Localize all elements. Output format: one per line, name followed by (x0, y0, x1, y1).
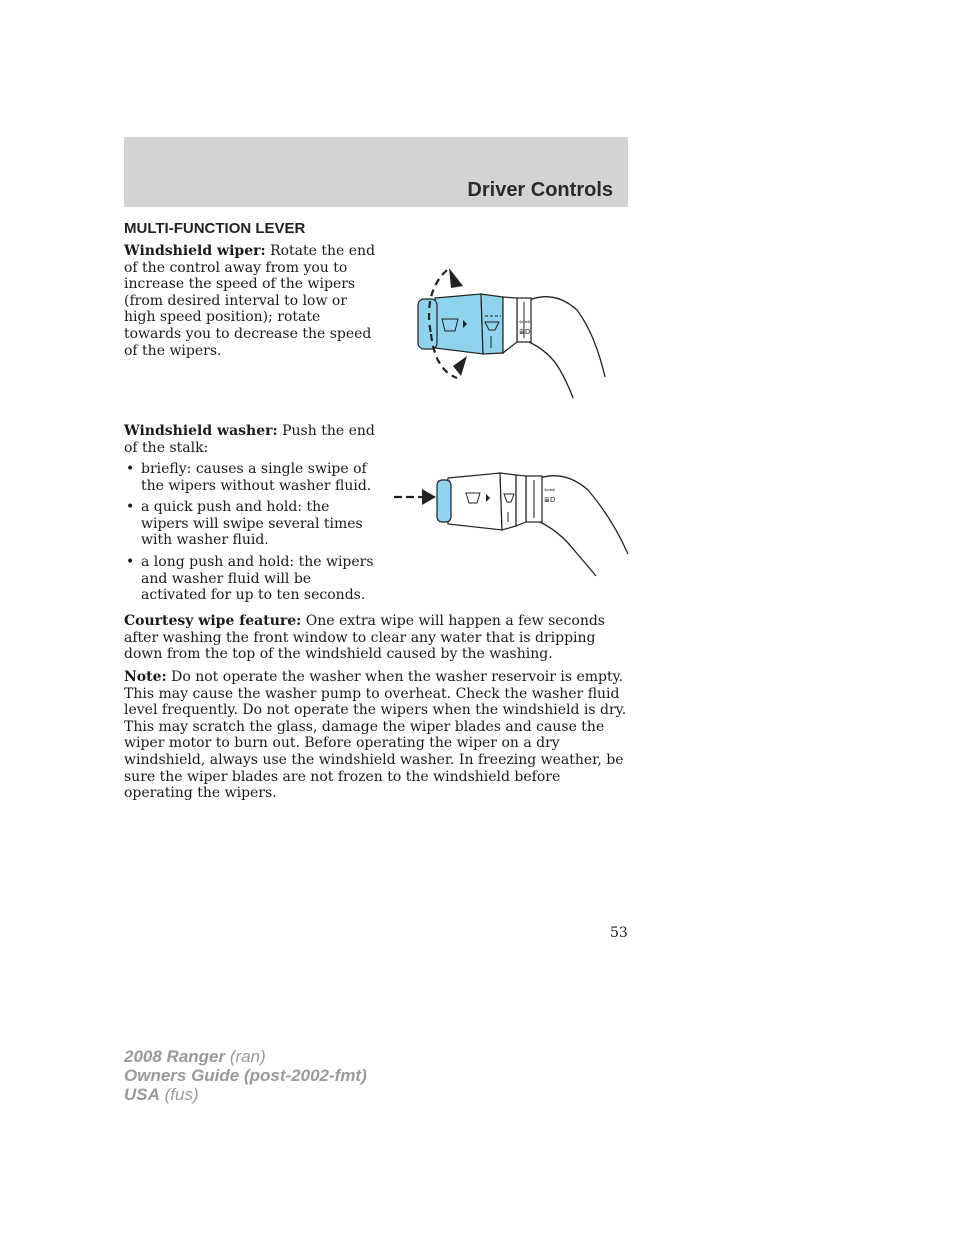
footer-line-1: 2008 Ranger (ran) (124, 1047, 266, 1066)
wiper-rotate-illustration (405, 262, 615, 402)
washer-text: Push the end of the stalk: (124, 423, 375, 456)
section-heading: MULTI-FUNCTION LEVER (124, 220, 306, 237)
washer-paragraph (124, 423, 380, 456)
wiper-label: Windshield wiper: (124, 243, 266, 259)
washer-bullet-list (124, 461, 380, 609)
note-paragraph (124, 669, 630, 802)
svg-text:≣D: ≣D (519, 328, 531, 336)
list-item: • a long push and hold: the wipers and washer fluid will be activated for up to ten seconds. (126, 553, 374, 604)
courtesy-paragraph (124, 613, 628, 663)
washer-label: Windshield washer: (124, 423, 278, 439)
list-item: • briefly: causes a single swipe of the wipers without washer fluid. (126, 461, 372, 494)
list-item: • a quick push and hold: the wipers will swipe several times with washer fluid. (126, 499, 363, 549)
courtesy-label: Courtesy wipe feature: (124, 613, 302, 629)
svg-text:⇦⇨: ⇦⇨ (544, 486, 556, 494)
note-text: Do not operate the washer when the washer reservoir is empty. This may cause the washer pump to overheat. Check the washer fluid level frequently. Do not operate the wipers when the windshield is dry. This may scratch the glass, damage the wiper blades and cause the wiper motor to burn out. Before operating the wiper on a dry windshield, always use the windshield washer. In freezing weather, be sure the wiper blades are not frozen to the windshield before operating the wipers. (124, 669, 627, 802)
courtesy-text: One extra wipe will happen a few seconds after washing the front window to clear any water that is dripping down from the top of the windshield caused by the washing. (124, 613, 605, 663)
footer (124, 1047, 367, 1104)
footer-line-2: Owners Guide (post-2002-fmt) (124, 1066, 367, 1085)
page-title: Driver Controls (467, 179, 613, 201)
footer-line-3: USA (fus) (124, 1085, 199, 1104)
wiper-paragraph (124, 243, 380, 359)
note-label: Note: (124, 669, 167, 685)
header-band (124, 137, 628, 207)
page-number: 53 (610, 925, 628, 941)
svg-text:≣D: ≣D (544, 496, 556, 504)
washer-push-illustration (390, 462, 630, 580)
wiper-text: Rotate the end of the control away from you to increase the speed of the wipers (from desired interval to low or high speed position); rotate towards you to decrease the speed of the wipers. (124, 243, 376, 359)
svg-text:⇦⇨: ⇦⇨ (519, 318, 531, 326)
